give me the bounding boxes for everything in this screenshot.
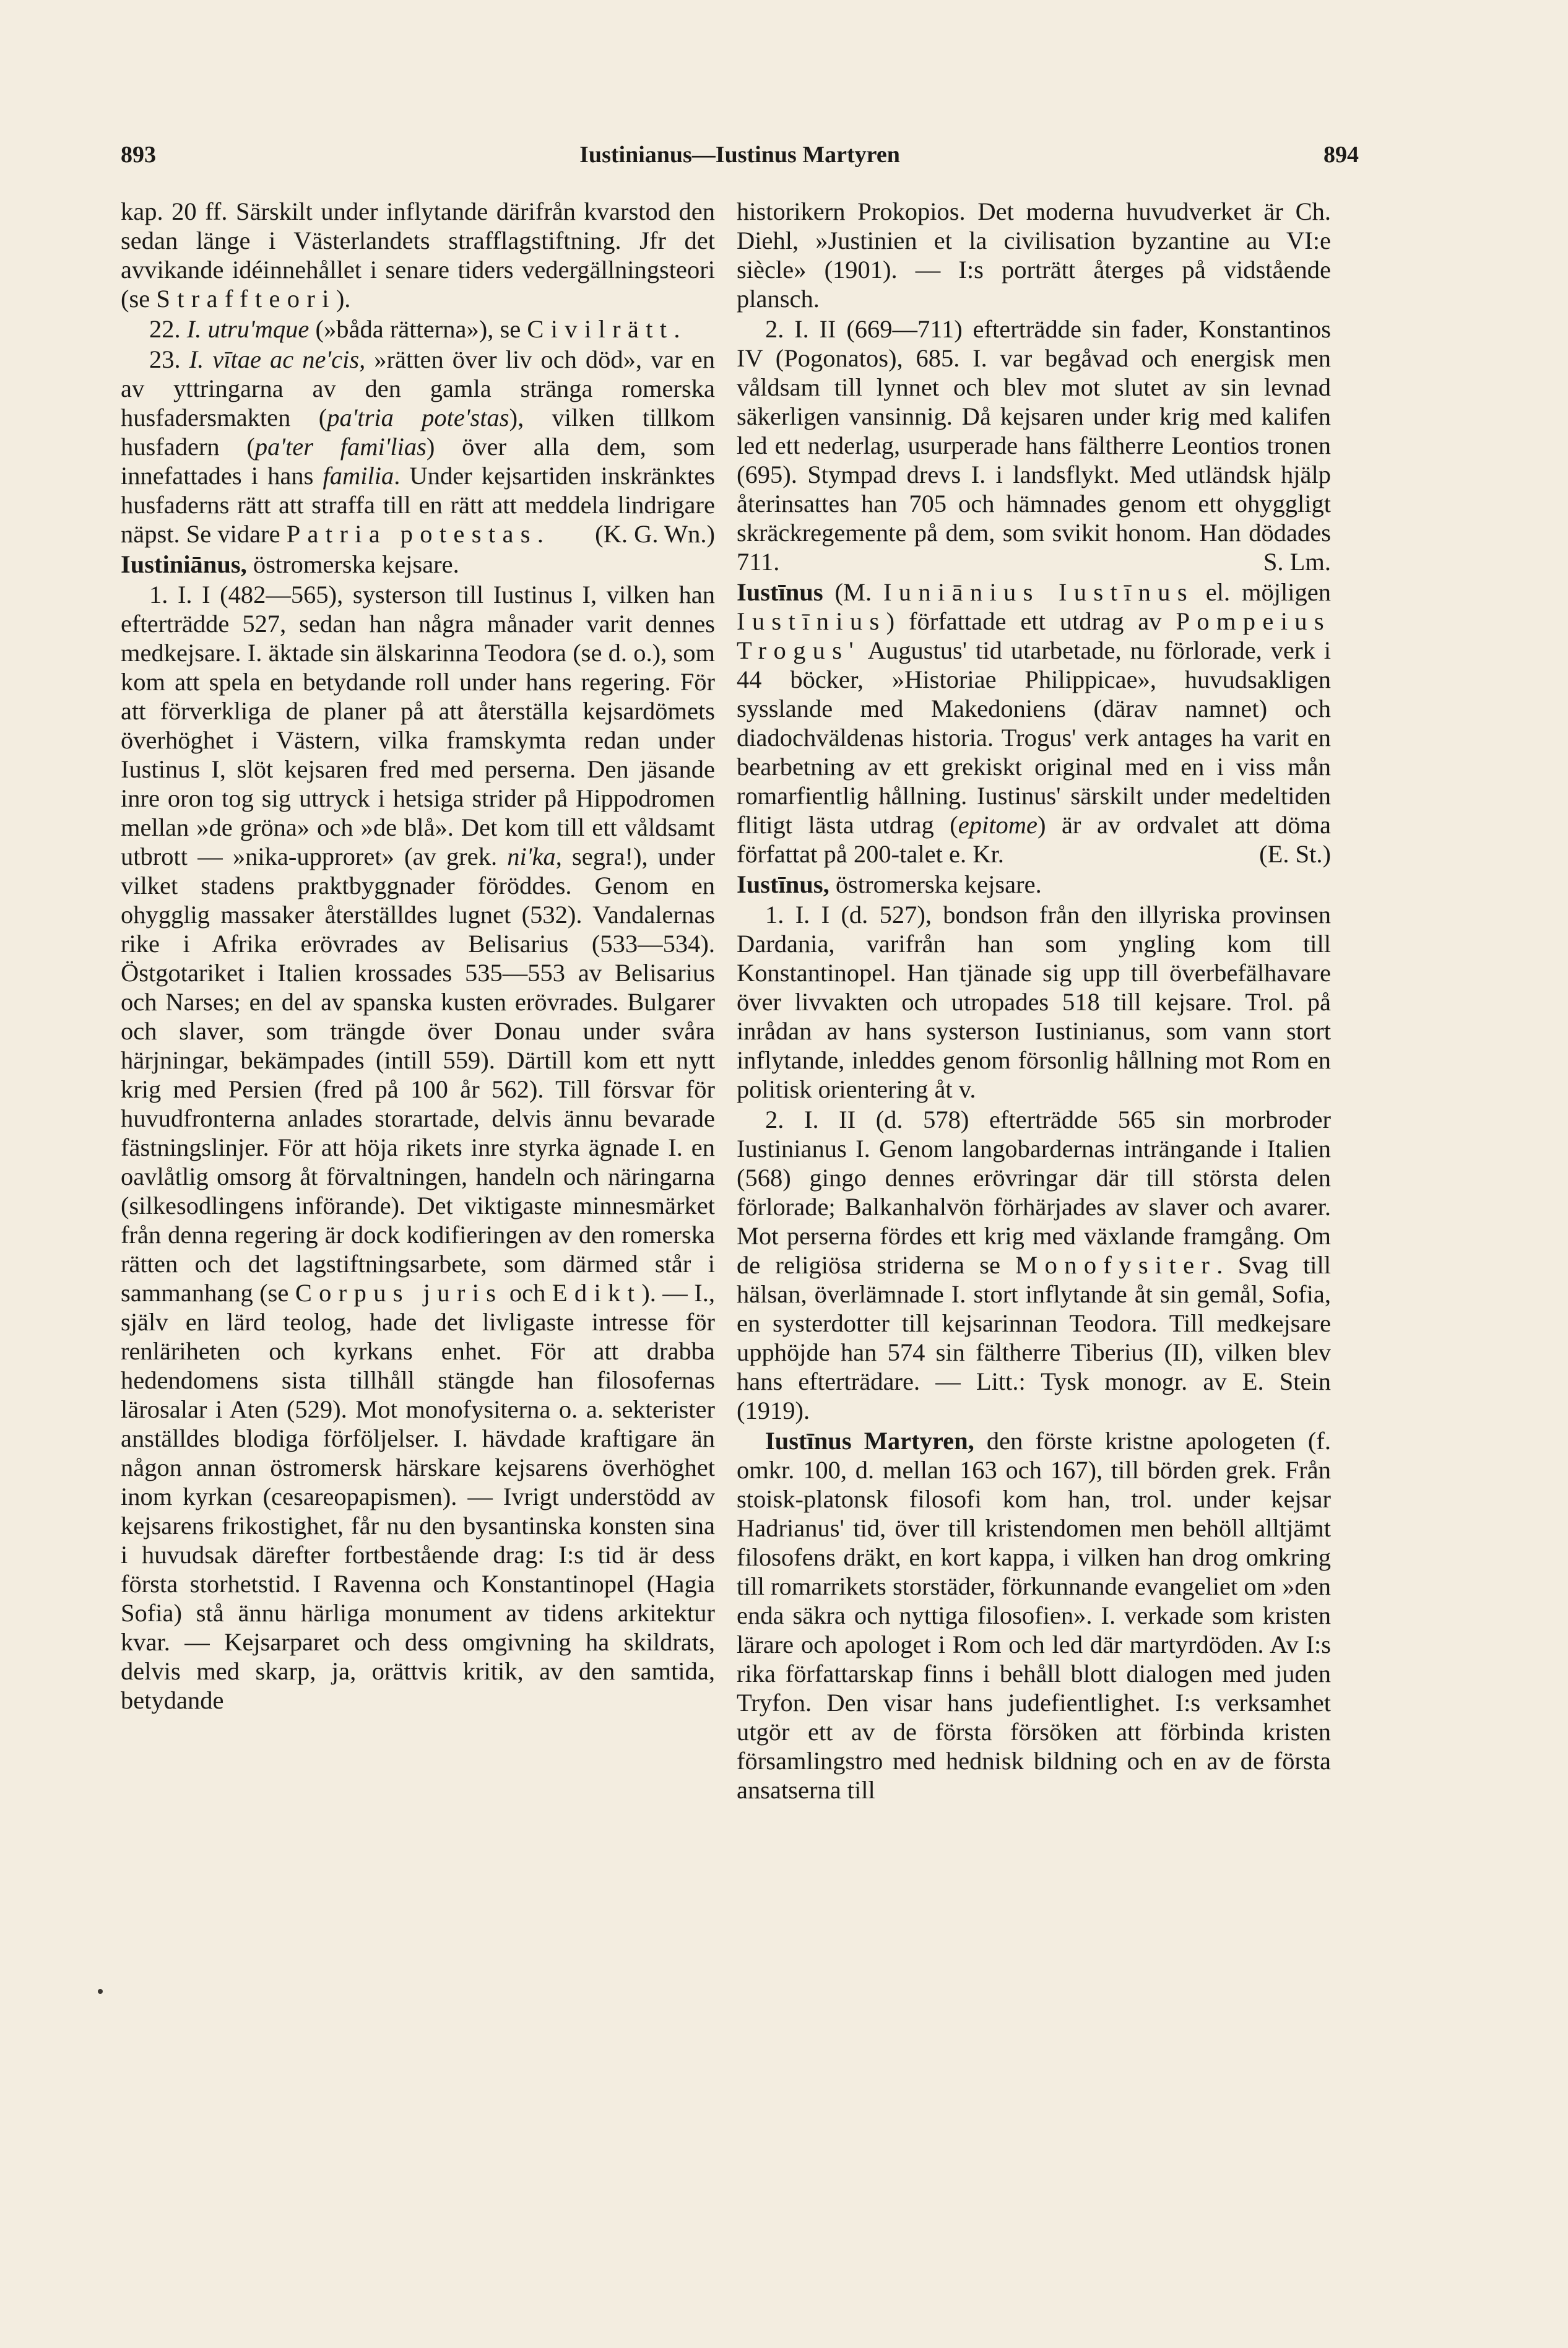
headword: Iustīnus, (737, 870, 829, 898)
running-title: Iustinianus—Iustinus Martyren (579, 142, 900, 168)
page-number-left: 893 (121, 142, 156, 168)
author-signature: S. Lm. (1263, 548, 1331, 576)
paragraph: 2. I. II (669—711) efterträdde sin fader, Konstantinos IV (Pogonatos), 685. I. var begåvad och energisk men våldsam till lynnet och blev mot slutet av sin levnad säkerligen vansinnig. Då kejsaren under krig med kalifen led ett nederlag, usurperade hans fältherre Leontios tronen (695). Stympad drevs I. i landsflykt. Med utländsk hjälp återinsattes han 705 och hämnades genom ett ohyggligt skräckregemente på dem, som svikit honom. Han dödades 711. S. Lm. (737, 315, 1331, 576)
headword: Iustiniānus, (121, 550, 247, 578)
page-header (121, 141, 1359, 178)
cross-reference: Straffteori (156, 285, 336, 313)
cross-reference: Edikt (552, 1279, 642, 1307)
cross-reference: Patria potestas (286, 520, 537, 548)
author-signature: (E. St.) (1259, 840, 1331, 868)
cross-reference: Civilrätt (527, 315, 674, 343)
paragraph: Iustīnus (M. Iuniānius Iustīnus el. möjligen Iustīnius) författade ett utdrag av Pompeius Trogus' Augustus' tid utarbetade, nu förlorade, verk i 44 böcker, »Historiae Philippicae», huvudsakligen sysslande med Makedoniens (därav namnet) och diadochväldenas historia. Trogus' verk antages ha varit en bearbetning av ett grekiskt original med en i viss mån romarfientlig hållning. Iustinus' särskilt under medeltiden flitigt lästa utdrag (epitome) är av ordvalet att döma författat på 200-talet e. Kr. (E. St.) (737, 578, 1331, 868)
entry-heading: Iustiniānus, östromerska kejsare. (121, 550, 459, 578)
author-signature: (K. G. Wn.) (595, 520, 715, 548)
right-column (737, 197, 1331, 2314)
page-number-right: 894 (1323, 142, 1359, 168)
headword: Iustīnus Martyren, (765, 1427, 974, 1455)
paragraph: Iustīnus Martyren, den förste kristne apologeten (f. omkr. 100, d. mellan 163 och 167), till börden grek. Från stoisk-platonsk filosofi kom han, trol. under kejsar Hadrianus' tid, över till kristendomen men behöll alltjämt filosofens dräkt, en kort kappa, i vilken han drog omkring till romarrikets storstäder, förkunnande evangeliet om »den enda säkra och nyttiga filosofien». I. verkade som kristen lärare och apologet i Rom och led där martyrdöden. Av I:s rika författarskap finns i behåll blott dialogen med juden Tryfon. Den visar hans judefientlighet. I:s verksamhet utgör ett av de första försöken att förbinda kristen församlingstro med hednisk bildning och en av de första ansatserna till (737, 1427, 1331, 1804)
paragraph: kap. 20 ff. Särskilt under inflytande därifrån kvarstod den sedan länge i Västerlandets strafflagstiftning. Jfr det avvikande idéinnehållet i senare tiders vedergällningsteori (se Straffteori). (121, 197, 715, 313)
paragraph: 23. I. vītae ac ne'cis, »rätten över liv och död», var en av yttringarna av den gamla stränga romerska husfadersmakten (pa'tria pote'stas), vilken tillkom husfadern (pa'ter fami'lias) över alla dem, som innefattades i hans familia. Under kejsartiden inskränktes husfaderns rätt att straffa till en rätt att meddela lindrigare näpst. Se vidare Patria potestas. (K. G. Wn.) (121, 345, 715, 548)
headword: Iustīnus (737, 578, 823, 606)
latin-term: I. vītae ac ne'cis, (189, 345, 366, 373)
entry-heading: Iustīnus, östromerska kejsare. (737, 870, 1042, 898)
paragraph: 1. I. I (482—565), systerson till Iustinus I, vilken han efterträdde 527, sedan han några månader varit dennes medkejsare. I. äktade sin älskarinna Teodora (se d. o.), som kom att spela en betydande roll under hans regering. För att förverkliga de planer på att återställa kejsardömets överhöghet i Västern, vilka framskymta redan under Iustinus I, slöt kejsaren fred med perserna. Den jäsande inre oron tog sig uttryck i hetsiga strider på Hippodromen mellan »de gröna» och »de blå». Det kom till ett våldsamt utbrott — »nika-upproret» (av grek. ni'ka, segra!), under vilket stadens praktbyggnader föröddes. Genom en ohygglig massaker återställdes lugnet (532). Vandalernas rike i Afrika erövrades av Belisarius (533—534). Östgotariket i Italien krossades 535—553 av Belisarius och Narses; en del av spanska kusten erövrades. Bulgarer och slaver, som trängde över Donau under svåra härjningar, bekämpades (intill 559). Därtill kom ett nytt krig med Persien (fred på 100 år 562). Till försvar för huvudfronterna anlades storartade, delvis ännu bevarade fästningslinjer. För att höja rikets inre styrka ägnade I. en oavlåtlig omsorg åt förvaltningen, handeln och näringarna (silkesodlingens införande). Det viktigaste minnesmärket från denna regering är dock kodifieringen av den romerska rätten och det lagstiftningsarbete, som därmed står i sammanhang (se Corpus juris och Edikt). — I., själv en lärd teolog, hade det livligaste intresse för renläriheten och kyrkans enhet. För att drabba hedendomens sista tillhåll stängde han filosofernas lärosalar i Aten (529). Mot monofysiterna o. a. sekterister anställdes blodiga förföljelser. I. hävdade kraftigare än någon annan östromersk härskare kejsarens överhöghet inom kyrkan (cesareopapismen). — Ivrigt understödd av kejsarens frikostighet, får nu den bysantinska konsten sina i huvudsak därefter fortbestående drag: I:s tid är dess första storhetstid. I Ravenna och Konstantinopel (Hagia Sofia) stå ännu härliga monument av tidens arkitektur kvar. — Kejsarparet och dess omgivning ha skildrats, delvis med skarp, ja, orättvis kritik, av den samtida, betydande (121, 581, 715, 1714)
latin-term: I. utru'mque (186, 315, 310, 343)
left-column (121, 197, 715, 2314)
paragraph: 2. I. II (d. 578) efterträdde 565 sin morbroder Iustinianus I. Genom langobardernas inträngande i Italien (568) gingo dennes erövringar där till största delen förlorade; Balkanhalvön förhärjades av slaver och avarer. Mot perserna fördes ett krig med växlande framgång. Om de religiösa striderna se Monofysiter. Svag till hälsan, överlämnade I. stort inflytande åt sin gemål, Sofia, en systerdotter till kejsarinnan Teodora. Till medkejsare upphöjde han 574 sin fältherre Tiberius (II), vilken blev hans efterträdare. — Litt.: Tysk monogr. av E. Stein (1919). (737, 1106, 1331, 1424)
paragraph: historikern Prokopios. Det moderna huvudverket är Ch. Diehl, »Justinien et la civilisation byzantine au VI:e siècle» (1901). — I:s porträtt återges på vidstående plansch. (737, 197, 1331, 313)
cross-reference: Corpus juris (295, 1279, 503, 1307)
paragraph: 22. I. utru'mque (»båda rätterna»), se Civilrätt. (149, 315, 680, 343)
paragraph: 1. I. I (d. 527), bondson från den illyriska provinsen Dardania, varifrån han som yngling kom till Konstantinopel. Han tjänade sig upp till överbefälhavare över livvakten och utropades 518 till kejsare. Trol. på inrådan av hans systerson Iustinianus, som vann stort inflytande, inleddes genom försonlig hållning mot Rom en politisk orientering åt v. (737, 901, 1331, 1103)
margin-dot (98, 1989, 103, 1994)
cross-reference: Monofysiter (1015, 1251, 1217, 1279)
